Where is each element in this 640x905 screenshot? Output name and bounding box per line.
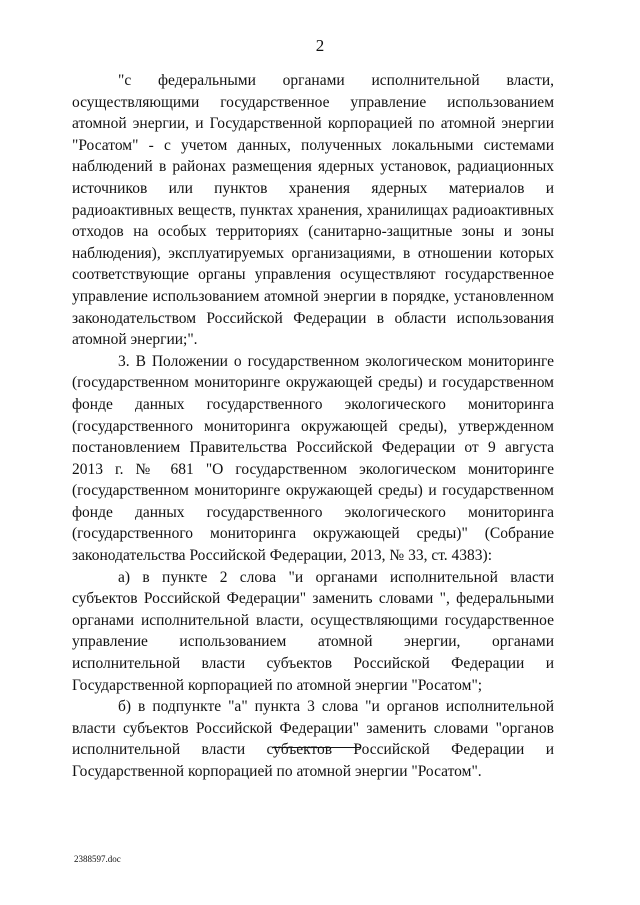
end-of-text-rule xyxy=(272,747,360,748)
paragraph-item-3: 3. В Положении о государственном экологическом мониторинге (государственном мониторинге окружающей среды) и государственном фонде данных государственного экологического мониторинга (государственного мониторинга окружающей среды), утвержденном постановлением Правительства Российской Федерации от 9 августа 2013 г. № 681 "О государственном экологическом мониторинге (государственном мониторинге окружающей среды) и государственном фонде данных государственного экологического мониторинга (государственного мониторинга окружающей среды)" (Собрание законодательства Российской Федерации, 2013, № 33, ст. 4383): xyxy=(72,352,554,565)
footer-filename: 2388597.doc xyxy=(74,854,121,864)
document-body xyxy=(72,70,554,783)
paragraph-roles-clause: "с федеральными органами исполнительной власти, осуществляющими государственное управление использованием атомной энергии, и Государственной корпорацией по атомной энергии "Росатом" - с учетом данных, полученных локальными системами наблюдений в районах размещения ядерных установок, радиационных источников или пунктов хранения ядерных материалов и радиоактивных веществ, пунктах хранения, хранилищах радиоактивных отходов на особых территориях (санитарно-защитные зоны и зоны наблюдения), эксплуатируемых организациями, в отношении которых соответствующие органы управления осуществляют государственное управление использованием атомной энергии в порядке, установленном законодательством Российской Федерации в области использования атомной энергии;". xyxy=(72,72,554,349)
page-number: 2 xyxy=(315,36,325,55)
paragraph-subitem-b: б) в подпункте "а" пункта 3 слова "и органов исполнительной власти субъектов Российской Федерации" заменить словами "органов исполнительной власти субъектов Российской Федерации и Государственной корпорацией по атомной энергии "Росатом". xyxy=(72,698,554,780)
paragraph-subitem-a: а) в пункте 2 слова "и органами исполнительной власти субъектов Российской Федерации" заменить словами ", федеральными органами исполнительной власти, осуществляющими государственное управление использованием атомной энергии, органами исполнительной власти субъектов Российской Федерации и Государственной корпорацией по атомной энергии "Росатом"; xyxy=(72,568,554,694)
